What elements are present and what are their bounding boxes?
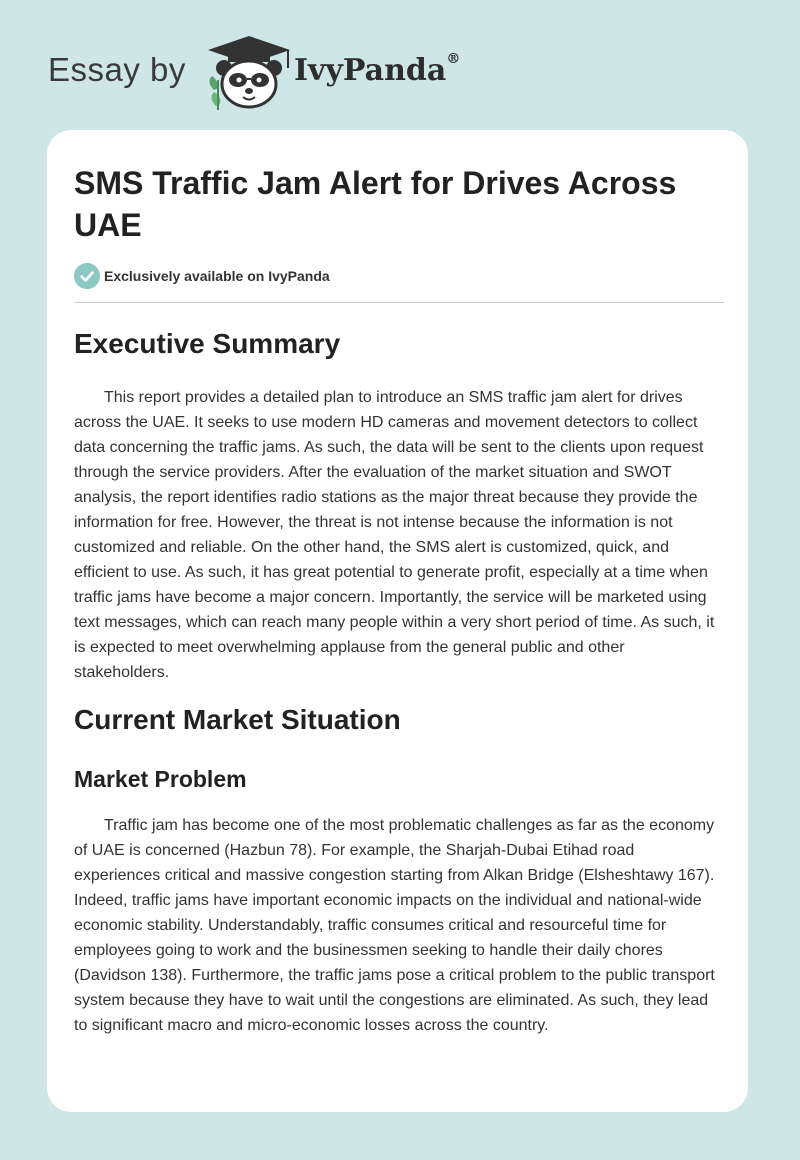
exclusive-badge <box>74 263 724 289</box>
market-problem-paragraph: Traffic jam has become one of the most problematic challenges as far as the economy of UAE is concerned (Hazbun 78). For example, the Sharjah-Dubai Etihad road experiences critical and massive congestion starting from Alkan Bridge (Elsheshtawy 167). Indeed, traffic jams have important economic impacts on the individual and national-wide economic stability. Understandably, traffic consumes critical and resourceful time for employees going to work and the businessmen seeking to handle their daily chores (Davidson 138). Furthermore, the traffic jams pose a critical problem to the public transport system because they have to wait until the congestions are eliminated. As such, they lead to significant macro and micro-economic losses across the country. <box>74 817 715 1034</box>
title-divider <box>74 302 724 303</box>
check-icon <box>74 263 100 289</box>
article-card <box>47 130 748 1112</box>
site-header <box>48 34 468 114</box>
executive-summary-paragraph: This report provides a detailed plan to introduce an SMS traffic jam alert for drives across the UAE. It seeks to use modern HD cameras and movement detectors to collect data concerning the traffic jams. As such, the data will be sent to the clients upon request through the service providers. After the evaluation of the market situation and SWOT analysis, the report identifies radio stations as the major threat because they provide the information for free. However, the threat is not intense because the information is not customized and reliable. On the other hand, the SMS alert is customized, quick, and efficient to use. As such, it has great potential to generate profit, especially at a time when traffic jams have become a major concern. Importantly, the service will be marketed using text messages, which can reach many people within a very short period of time. As such, it is expected to meet overwhelming applause from the general public and other stakeholders. <box>74 389 715 681</box>
exclusive-label: Exclusively available on IvyPanda <box>104 268 330 284</box>
panda-logo-icon[interactable] <box>204 34 294 110</box>
section-heading-current-market: Current Market Situation <box>74 704 401 735</box>
page-title: SMS Traffic Jam Alert for Drives Across UAE <box>74 165 677 243</box>
registered-mark: ® <box>446 51 461 67</box>
brand-name[interactable]: IvyPanda® <box>294 51 461 88</box>
brand-prefix: Essay by <box>48 51 186 88</box>
section-heading-executive-summary: Executive Summary <box>74 328 341 359</box>
subheading-market-problem: Market Problem <box>74 766 247 792</box>
